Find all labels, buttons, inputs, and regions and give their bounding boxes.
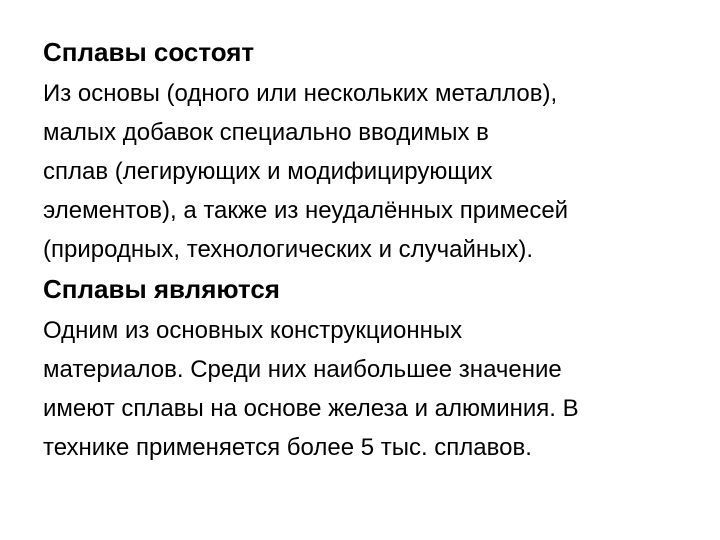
section-heading-composition: Сплавы состоят [43, 37, 255, 67]
section-body-role: Одним из основных конструкционных материалов. Среди них наибольшее значение имеют сплавы на основе железа и алюминия. В технике применяется более 5 тыс. сплавов. [43, 317, 579, 461]
section-body-composition: Из основы (одного или нескольких металлов), малых добавок специально вводимых в сплав (легирующих и модифицирующих элементов), а также из неудалённых примесей (природных, технологических и случайных). [43, 80, 569, 263]
section-heading-role: Сплавы являются [43, 274, 280, 304]
